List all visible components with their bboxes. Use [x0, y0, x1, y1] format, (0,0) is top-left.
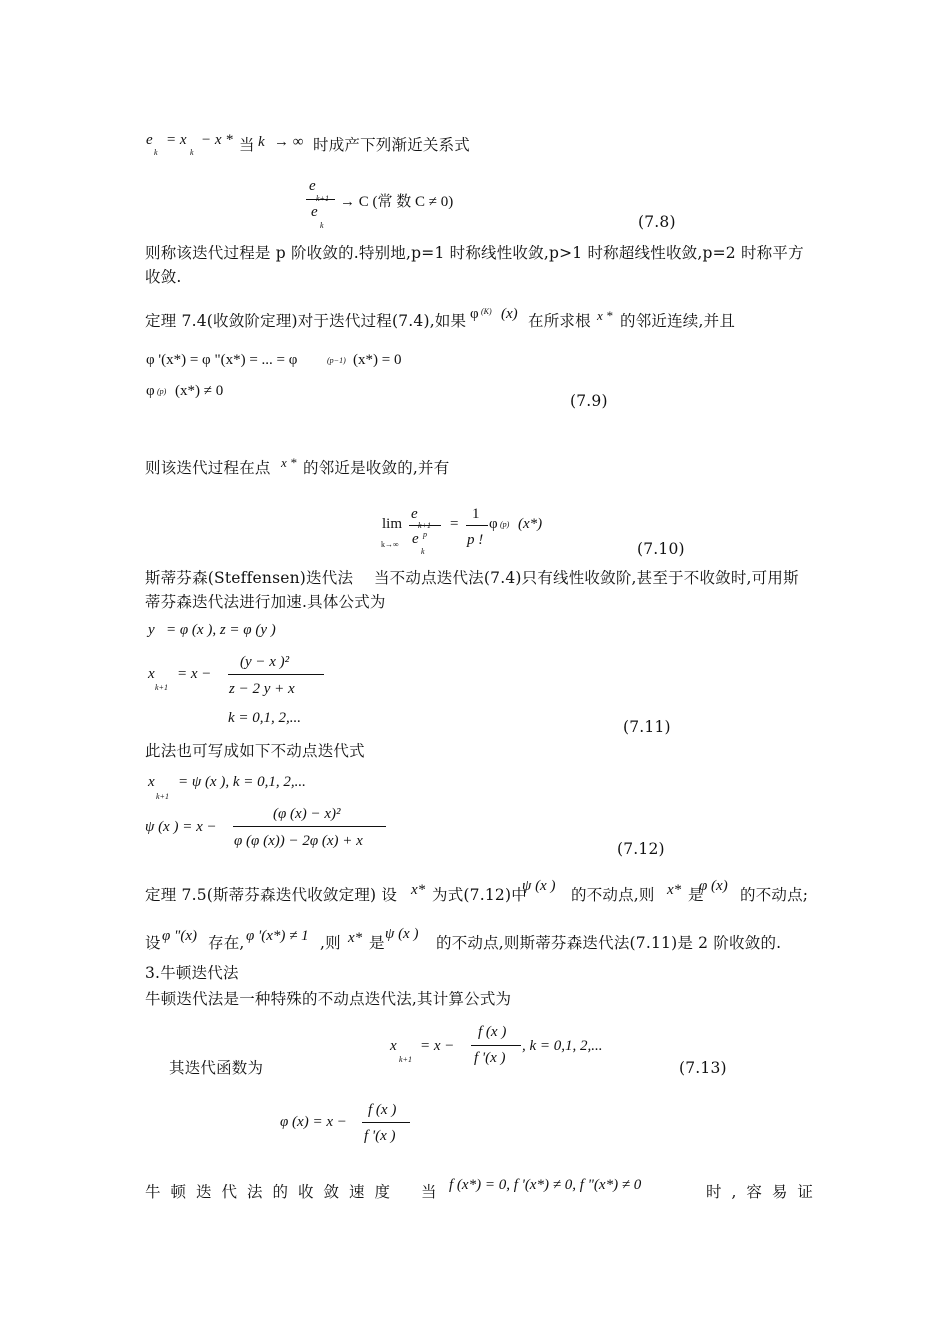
theorem74-text-c: 的邻近连续,并且 — [620, 312, 736, 330]
eq710-equals: = — [450, 516, 459, 532]
eq78-rhs: → C (常 数 C ≠ 0) — [340, 194, 454, 210]
eq712-x-sub: k+1 — [156, 792, 169, 801]
eq713-left-text: 其迭代函数为 — [169, 1059, 264, 1077]
iterfunc-lhs: φ (x) = x − — [280, 1114, 347, 1130]
eq713-num: f (x ) — [478, 1024, 507, 1040]
eq710-den-sub: k — [421, 547, 425, 556]
theorem75-line1-a: 定理 7.5(斯蒂芬森迭代收敛定理) 设 — [145, 886, 398, 904]
minus-xstar: − x * — [201, 132, 233, 148]
eq711-row1-rest: = φ (x ), z = φ (y ) — [166, 622, 276, 638]
eq712-den: φ (φ (x)) − 2φ (x) + x — [234, 833, 363, 849]
eq79-line2-sup: (p) — [157, 387, 167, 396]
eq711-bar — [228, 674, 324, 675]
theorem75-line2-c: ,则 — [320, 934, 341, 952]
theorem74-phi-arg: (x) — [501, 306, 518, 322]
theorem75-line2-a: 设 — [145, 934, 161, 952]
steffensen-line2: 蒂芬森迭代法进行加速.具体公式为 — [145, 593, 386, 611]
section3-heading: 3.牛顿迭代法 — [145, 964, 239, 982]
lastline-cond: f (x*) = 0, f '(x*) ≠ 0, f "(x*) ≠ 0 — [449, 1177, 642, 1193]
eq79-line1-end: (x*) = 0 — [353, 352, 402, 368]
theorem74-text-b: 在所求根 — [528, 312, 591, 330]
eq713-tail: , k = 0,1, 2,... — [522, 1038, 603, 1054]
eq710-lim: lim — [382, 516, 403, 532]
eq713-label: (7.13) — [679, 1059, 727, 1077]
theorem75-line2-b: 存在, — [208, 934, 245, 952]
section3-intro: 牛顿迭代法是一种特殊的不动点迭代法,其计算公式为 — [145, 990, 512, 1008]
theorem74-xstar: x * — [597, 308, 613, 323]
eq710-phi-sup: (p) — [500, 520, 510, 529]
theorem75-phi1: φ (x) — [699, 878, 728, 894]
eq79-label: (7.9) — [570, 392, 608, 410]
theorem75-psi2: ψ (x ) — [385, 926, 419, 942]
theorem75-psi1: ψ (x ) — [522, 878, 556, 894]
eq78-numerator: e — [309, 178, 316, 194]
eq710-label: (7.10) — [637, 540, 685, 558]
theorem75-xstar2: x* — [667, 882, 682, 898]
lastline-text-b: 时,容易证 — [706, 1183, 823, 1201]
eq711-x-sub: k+1 — [155, 683, 168, 692]
iterfunc-num: f (x ) — [368, 1102, 397, 1118]
eq710-frac-num: 1 — [472, 506, 480, 522]
eq713-bar — [471, 1045, 521, 1046]
eq79-line1: φ '(x*) = φ "(x*) = ... = φ — [146, 352, 298, 368]
lastline-text-a: 牛顿迭代法的收敛速度 — [145, 1183, 401, 1201]
lastline-when: 当 — [421, 1183, 437, 1201]
eq710-num: e — [411, 506, 418, 522]
asymptotic-text: 时成产下列渐近关系式 — [313, 136, 471, 154]
iterfunc-den: f '(x ) — [364, 1128, 396, 1144]
para1-line1: 则称该迭代过程是 p 阶收敛的.特别地,p=1 时称线性收敛,p>1 时称超线性收敛,p=2 时称平方 — [145, 244, 804, 262]
eq710-lim-sub: k→∞ — [381, 540, 399, 549]
steffensen-line1: 斯蒂芬森(Steffensen)迭代法 当不动点迭代法(7.4)只有线性收敛阶,甚至于不收敛时,可用斯 — [145, 569, 799, 587]
theorem74-phi: φ — [470, 306, 479, 322]
eq711-x: x — [148, 666, 155, 682]
theorem75-line1-e: 的不动点; — [740, 886, 809, 904]
theorem75-xstar1: x* — [411, 882, 426, 898]
para1-line2: 收敛. — [145, 268, 182, 286]
eq710-frac-den: p ! — [467, 532, 484, 548]
eq710-bar1 — [409, 525, 441, 526]
eq78-den-sub: k — [320, 221, 324, 230]
eq78-label: (7.8) — [638, 213, 676, 231]
eq711-row2-eq: = x − — [177, 666, 212, 682]
eq713-eq: = x − — [420, 1038, 455, 1054]
eq79-line2: φ — [146, 383, 155, 399]
eq79-line2-end: (x*) ≠ 0 — [175, 383, 224, 399]
eq710-den: e — [412, 531, 419, 547]
eq711-den: z − 2 y + x — [229, 681, 295, 697]
eq712-row1-rest: = ψ (x ), k = 0,1, 2,... — [178, 774, 306, 790]
eq713-den: f '(x ) — [474, 1050, 506, 1066]
arrow-infinity: → ∞ — [274, 134, 304, 150]
eq711-num: (y − x )² — [240, 654, 290, 670]
para2-text-a: 则该迭代过程在点 — [145, 459, 271, 477]
theorem75-line2-d: 是 — [369, 934, 385, 952]
theorem74-text-a: 定理 7.4(收敛阶定理)对于迭代过程(7.4),如果 — [145, 312, 467, 330]
eq712-num: (φ (x) − x)² — [273, 806, 341, 822]
eq78-fraction-bar — [306, 199, 335, 200]
equals-x: = x — [166, 132, 187, 148]
eq710-den-sup: p — [423, 530, 427, 539]
eq78-denominator: e — [311, 204, 318, 220]
eq712-row2-lhs: ψ (x ) = x − — [145, 819, 217, 835]
eq79-line1-sup: (p−1) — [327, 356, 346, 365]
eq711-k-range: k = 0,1, 2,... — [228, 710, 302, 726]
iterfunc-bar — [362, 1122, 410, 1123]
eq712-label: (7.12) — [617, 840, 665, 858]
e-k-subscript: k — [154, 148, 158, 157]
eq713-x-sub: k+1 — [399, 1055, 412, 1064]
eq710-phi-arg: (x*) — [518, 516, 543, 532]
eq711-y: y — [148, 622, 155, 638]
when-text: 当 — [239, 136, 255, 154]
theorem75-phi2: φ "(x) — [162, 928, 197, 944]
eq711-label: (7.11) — [623, 718, 671, 736]
theorem75-line1-d: 是 — [688, 886, 704, 904]
para2-xstar: x * — [281, 455, 297, 470]
eq710-phi: φ — [489, 516, 498, 532]
eq710-bar2 — [466, 525, 488, 526]
theorem75-xstar3: x* — [348, 930, 363, 946]
theorem74-phi-sup: (K) — [481, 307, 492, 316]
theorem75-line1-b: 为式(7.12)中 — [432, 886, 527, 904]
para3: 此法也可写成如下不动点迭代式 — [145, 742, 365, 760]
theorem75-line2-e: 的不动点,则斯蒂芬森迭代法(7.11)是 2 阶收敛的. — [436, 934, 782, 952]
theorem75-line1-c: 的不动点,则 — [571, 886, 655, 904]
theorem75-cond: φ '(x*) ≠ 1 — [246, 928, 309, 944]
k-symbol: k — [258, 134, 265, 150]
eq712-bar — [233, 826, 386, 827]
e-k-symbol: e — [146, 132, 153, 148]
x-k-subscript: k — [190, 148, 194, 157]
para2-text-b: 的邻近是收敛的,并有 — [303, 459, 450, 477]
eq712-x: x — [148, 774, 155, 790]
eq713-x: x — [390, 1038, 397, 1054]
